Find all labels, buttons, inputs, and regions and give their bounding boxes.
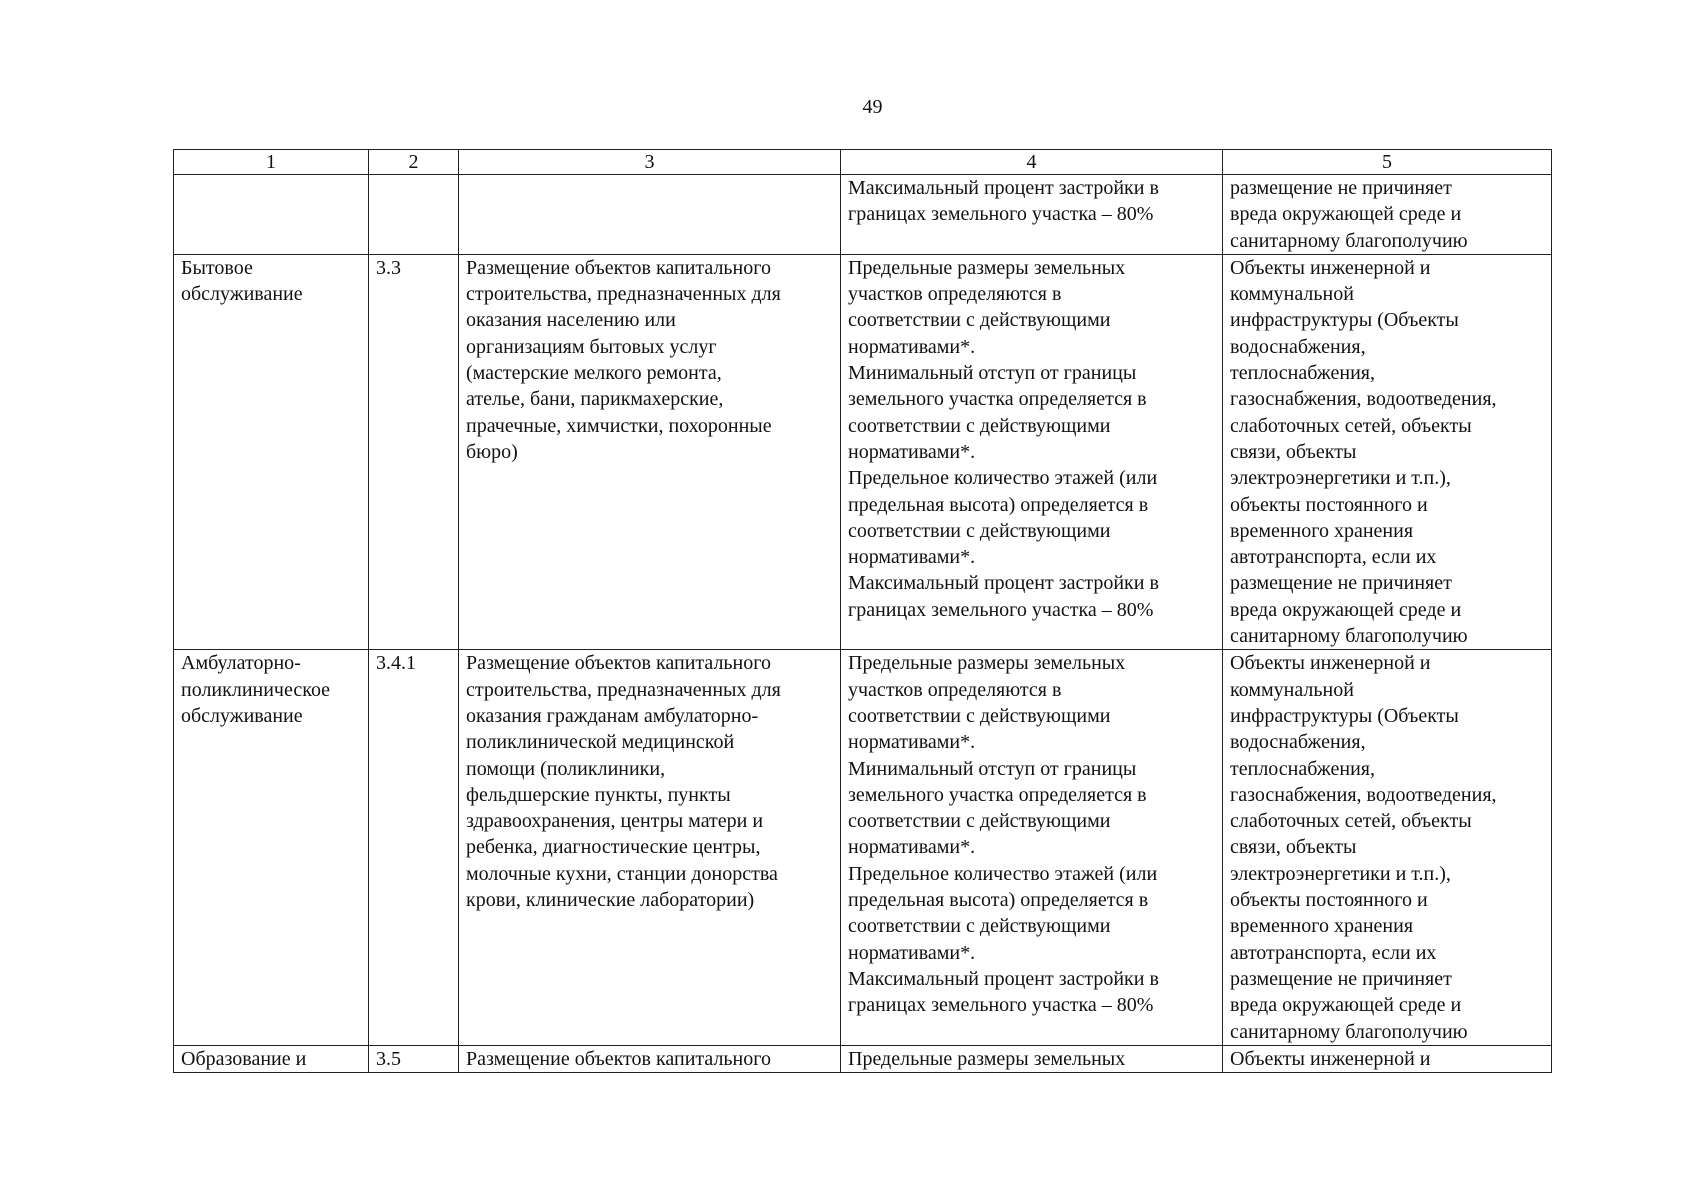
use-conditions: Объекты инженерной и коммунальной инфраструктуры (Объекты водоснабжения, теплоснабжения, газоснабжения, водоотведения, слаботочных сетей, объекты связи, объекты электроэнергетики и т.п.), объекты постоянного и временного хранения автотранспорта, если их размещение не причиняет вреда окружающей среде и санитарному благополучию	[1230, 652, 1497, 1043]
page-number: 49	[862, 96, 883, 118]
column-header: 5	[1223, 150, 1552, 175]
column-header: 2	[369, 150, 459, 175]
use-parameters-cell	[841, 650, 1223, 1045]
use-code-cell	[369, 175, 459, 255]
use-name: Амбулаторно- поликлиническое обслуживание	[181, 652, 331, 727]
use-description-cell	[459, 175, 841, 255]
table-row	[174, 1045, 1552, 1072]
use-parameters: Предельные размеры земельных участков определяются в соответствии с действующими нормативами*. Минимальный отступ от границы земельного участка определяется в соответствии с действующими нормативами*. Предельное количество этажей (или предельная высота) определяется в соответствии с действующими нормативами*. Максимальный процент застройки в границах земельного участка – 80%	[848, 256, 1159, 621]
use-parameters-cell	[841, 175, 1223, 255]
table-row	[174, 650, 1552, 1045]
use-conditions-cell	[1223, 175, 1552, 255]
use-conditions-cell	[1223, 254, 1552, 649]
use-name: Бытовое обслуживание	[181, 256, 303, 306]
table-row	[174, 254, 1552, 649]
use-conditions: размещение не причиняет вреда окружающей среде и санитарному благополучию	[1230, 177, 1468, 252]
use-name-cell	[174, 650, 369, 1045]
use-description: Размещение объектов капитального строительства, предназначенных для оказания гражданам амбулаторно- поликлинической медицинской помощи (поликлиники, фельдшерские пункты, пункты здравоохранения, центры матери и ребенка, диагностические центры, молочные кухни, станции донорства крови, клинические лаборатории)	[466, 652, 781, 912]
use-description: Размещение объектов капитального	[466, 1047, 771, 1070]
use-code-cell	[369, 254, 459, 649]
use-code: 3.5	[376, 1047, 401, 1070]
use-name-cell	[174, 254, 369, 649]
use-description-cell	[459, 254, 841, 649]
use-name-cell	[174, 1045, 369, 1072]
table-row	[174, 175, 1552, 255]
column-header: 3	[459, 150, 841, 175]
use-parameters-cell	[841, 254, 1223, 649]
use-parameters: Предельные размеры земельных участков определяются в соответствии с действующими нормативами*. Минимальный отступ от границы земельного участка определяется в соответствии с действующими нормативами*. Предельное количество этажей (или предельная высота) определяется в соответствии с действующими нормативами*. Максимальный процент застройки в границах земельного участка – 80%	[848, 652, 1159, 1017]
use-name-cell	[174, 175, 369, 255]
use-conditions-cell	[1223, 650, 1552, 1045]
use-name: Образование и	[181, 1047, 307, 1070]
table-header-row	[174, 150, 1552, 175]
land-use-table	[173, 149, 1552, 1073]
use-conditions: Объекты инженерной и	[1230, 1047, 1431, 1070]
use-description: Размещение объектов капитального строительства, предназначенных для оказания населению или организациям бытовых услуг (мастерские мелкого ремонта, ателье, бани, парикмахерские, прачечные, химчистки, похоронные бюро)	[466, 256, 781, 463]
use-code-cell	[369, 650, 459, 1045]
use-description-cell	[459, 1045, 841, 1072]
use-code: 3.4.1	[376, 652, 416, 675]
column-header: 1	[174, 150, 369, 175]
use-code-cell	[369, 1045, 459, 1072]
use-code: 3.3	[376, 256, 401, 279]
use-description-cell	[459, 650, 841, 1045]
use-conditions-cell	[1223, 1045, 1552, 1072]
use-parameters: Максимальный процент застройки в границах земельного участка – 80%	[848, 177, 1159, 226]
column-header: 4	[841, 150, 1223, 175]
use-parameters-cell	[841, 1045, 1223, 1072]
use-parameters: Предельные размеры земельных	[848, 1047, 1126, 1070]
use-conditions: Объекты инженерной и коммунальной инфраструктуры (Объекты водоснабжения, теплоснабжения, газоснабжения, водоотведения, слаботочных сетей, объекты связи, объекты электроэнергетики и т.п.), объекты постоянного и временного хранения автотранспорта, если их размещение не причиняет вреда окружающей среде и санитарному благополучию	[1230, 256, 1497, 648]
